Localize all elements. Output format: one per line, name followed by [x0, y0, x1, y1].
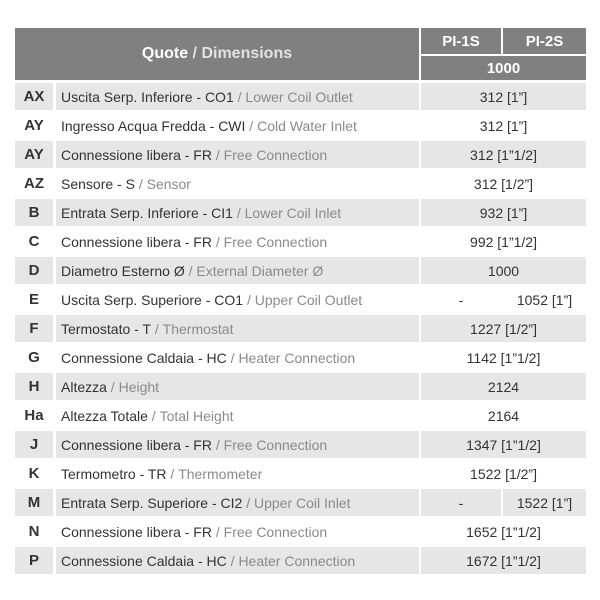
- row-description-en: Sensor: [146, 175, 191, 192]
- dimensions-table: [15, 28, 586, 574]
- row-description-separator: /: [226, 552, 239, 569]
- row-description: [56, 344, 419, 371]
- row-description: [56, 315, 419, 342]
- table-row: [15, 344, 586, 371]
- row-description-it: Termostato - T: [61, 320, 151, 337]
- row-description-separator: /: [211, 233, 224, 250]
- row-value: 1522 [1/2”]: [421, 460, 586, 487]
- row-description-en: Thermometer: [178, 465, 263, 482]
- row-description-it: Uscita Serp. Superiore - CO1: [61, 291, 244, 308]
- row-description-it: Connessione libera - FR: [61, 233, 212, 250]
- row-code: M: [15, 489, 53, 516]
- row-code: K: [15, 460, 53, 487]
- table-row: [15, 112, 586, 139]
- header-title-it: Quote: [141, 45, 189, 62]
- header-title-en: Dimensions: [201, 45, 293, 62]
- row-description-en: Height: [118, 378, 160, 395]
- row-description-en: Free Connection: [223, 436, 328, 453]
- table-row: [15, 431, 586, 458]
- table-body: [15, 83, 586, 574]
- row-description-en: Thermostat: [162, 320, 234, 337]
- row-value: 312 [1”1/2]: [421, 141, 586, 168]
- row-code: E: [15, 286, 53, 313]
- header-title-separator: /: [188, 45, 202, 62]
- row-description-en: Free Connection: [223, 146, 328, 163]
- row-value: 1142 [1”1/2]: [421, 344, 586, 371]
- row-value-pi-2s: 1522 [1”]: [503, 489, 586, 516]
- row-description: [56, 83, 419, 110]
- table-row: [15, 518, 586, 545]
- row-value-pi-1s: -: [421, 489, 501, 516]
- row-description: [56, 228, 419, 255]
- row-description-it: Connessione Caldaia - HC: [61, 349, 227, 366]
- row-value: 1672 [1”1/2]: [421, 547, 586, 574]
- row-description-separator: /: [226, 349, 239, 366]
- row-description-separator: /: [211, 436, 224, 453]
- row-description-en: Heater Connection: [238, 552, 356, 569]
- row-description-en: Total Height: [159, 407, 234, 424]
- row-description-separator: /: [233, 88, 246, 105]
- row-description-it: Sensore - S: [61, 175, 135, 192]
- row-description-separator: /: [245, 117, 258, 134]
- row-value: 932 [1”]: [421, 199, 586, 226]
- row-value-pi-1s: -: [421, 286, 501, 313]
- row-description-it: Diametro Esterno Ø: [61, 262, 185, 279]
- row-description: [56, 489, 419, 516]
- table-row: [15, 228, 586, 255]
- row-description: [56, 199, 419, 226]
- row-value: 2164: [421, 402, 586, 429]
- row-description-it: Connessione Caldaia - HC: [61, 552, 227, 569]
- row-value: 1227 [1/2”]: [421, 315, 586, 342]
- row-description-it: Altezza Totale: [61, 407, 148, 424]
- row-description-separator: /: [184, 262, 197, 279]
- row-value: 1000: [421, 257, 586, 284]
- row-value: 2124: [421, 373, 586, 400]
- row-description-separator: /: [166, 465, 179, 482]
- table-row: [15, 547, 586, 574]
- row-code: Ha: [15, 402, 53, 429]
- row-description-en: Heater Connection: [238, 349, 356, 366]
- row-description-separator: /: [151, 320, 163, 337]
- row-description-it: Altezza: [61, 378, 107, 395]
- table-row: [15, 257, 586, 284]
- table-row: [15, 460, 586, 487]
- row-description-en: Lower Coil Outlet: [245, 88, 353, 105]
- row-value: 312 [1/2”]: [421, 170, 586, 197]
- row-description: [56, 170, 419, 197]
- row-description-separator: /: [106, 378, 119, 395]
- row-description-separator: /: [134, 175, 147, 192]
- header-title: [15, 28, 419, 80]
- model-pi-2s-header: PI-2S: [503, 28, 586, 54]
- row-value: 992 [1”1/2]: [421, 228, 586, 255]
- table-row: [15, 489, 586, 516]
- row-description-it: Connessione libera - FR: [61, 436, 212, 453]
- row-description: [56, 518, 419, 545]
- row-description-separator: /: [232, 204, 245, 221]
- row-description: [56, 373, 419, 400]
- row-description-separator: /: [242, 494, 254, 511]
- row-code: J: [15, 431, 53, 458]
- row-description: [56, 112, 419, 139]
- table-row: [15, 199, 586, 226]
- row-description-it: Uscita Serp. Inferiore - CO1: [61, 88, 234, 105]
- row-code: N: [15, 518, 53, 545]
- table-row: [15, 286, 586, 313]
- table-row: [15, 141, 586, 168]
- row-description: [56, 402, 419, 429]
- row-code: F: [15, 315, 53, 342]
- row-description-it: Connessione libera - FR: [61, 523, 212, 540]
- row-description-it: Termometro - TR: [61, 465, 167, 482]
- row-description-en: Free Connection: [223, 233, 328, 250]
- row-code: P: [15, 547, 53, 574]
- row-value: 1652 [1”1/2]: [421, 518, 586, 545]
- row-code: H: [15, 373, 53, 400]
- row-description: [56, 257, 419, 284]
- volume-header: 1000: [421, 56, 586, 80]
- row-description-en: Upper Coil Inlet: [253, 494, 351, 511]
- row-description: [56, 286, 419, 313]
- table-header: [15, 28, 586, 81]
- row-code: AX: [15, 83, 53, 110]
- row-code: AZ: [15, 170, 53, 197]
- table-row: [15, 83, 586, 110]
- row-value: 312 [1”]: [421, 83, 586, 110]
- table-row: [15, 373, 586, 400]
- row-code: AY: [15, 141, 53, 168]
- row-code: G: [15, 344, 53, 371]
- row-value: 312 [1”]: [421, 112, 586, 139]
- row-description-en: Upper Coil Outlet: [254, 291, 363, 308]
- row-description: [56, 141, 419, 168]
- row-description-separator: /: [211, 146, 224, 163]
- row-description: [56, 547, 419, 574]
- table-row: [15, 315, 586, 342]
- table-row: [15, 402, 586, 429]
- row-description-separator: /: [243, 291, 255, 308]
- table-row: [15, 170, 586, 197]
- row-code: B: [15, 199, 53, 226]
- row-description-separator: /: [147, 407, 160, 424]
- row-description-separator: /: [211, 523, 224, 540]
- row-code: D: [15, 257, 53, 284]
- model-pi-1s-header: PI-1S: [421, 28, 501, 54]
- row-code: AY: [15, 112, 53, 139]
- row-description-en: Lower Coil Inlet: [244, 204, 342, 221]
- row-value-pi-2s: 1052 [1”]: [503, 286, 586, 313]
- row-value: 1347 [1”1/2]: [421, 431, 586, 458]
- row-description-it: Entrata Serp. Inferiore - CI1: [61, 204, 233, 221]
- row-description-it: Entrata Serp. Superiore - CI2: [61, 494, 243, 511]
- row-description-en: External Diameter Ø: [196, 262, 324, 279]
- row-description-it: Connessione libera - FR: [61, 146, 212, 163]
- row-description-en: Free Connection: [223, 523, 328, 540]
- row-description-en: Cold Water Inlet: [257, 117, 357, 134]
- row-description: [56, 431, 419, 458]
- row-description: [56, 460, 419, 487]
- row-description-it: Ingresso Acqua Fredda - CWI: [61, 117, 246, 134]
- row-code: C: [15, 228, 53, 255]
